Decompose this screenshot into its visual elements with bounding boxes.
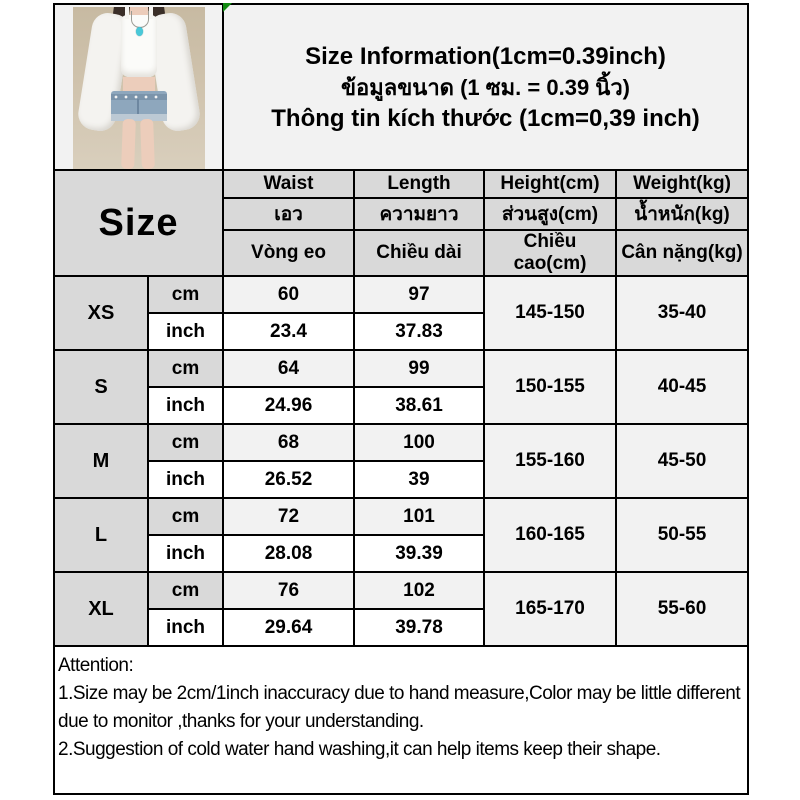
tank-strap: [125, 7, 129, 19]
col-header-weight-th: น้ำหนัก(kg): [616, 198, 748, 230]
unit-inch-label: inch: [148, 535, 223, 572]
length-inch-value: 39.78: [354, 609, 484, 646]
title-english: Size Information(1cm=0.39inch): [305, 42, 666, 70]
attention-row: [54, 646, 748, 794]
attention-heading: Attention:: [58, 655, 134, 676]
length-inch-value: 39: [354, 461, 484, 498]
waist-inch-value: 28.08: [223, 535, 354, 572]
length-inch-value: 39.39: [354, 535, 484, 572]
waist-cm-value: 60: [223, 276, 354, 313]
length-cm-value: 101: [354, 498, 484, 535]
denim-shorts-shape: [111, 91, 167, 121]
title-thai: ข้อมูลขนาด (1 ซม. = 0.39 นิ้ว): [341, 74, 631, 100]
unit-inch-label: inch: [148, 609, 223, 646]
col-header-length-th: ความยาว: [354, 198, 484, 230]
attention-line-1: 1.Size may be 2cm/1inch inaccuracy due to hand measure,Color may be little different: [58, 683, 741, 704]
table-row-m-cm: [54, 424, 748, 461]
weight-range-value: 55-60: [616, 572, 748, 646]
col-header-height-vi: Chiều cao(cm): [484, 230, 616, 276]
waist-inch-value: 24.96: [223, 387, 354, 424]
table-row-s-cm: [54, 350, 748, 387]
col-header-height-en: Height(cm): [484, 170, 616, 198]
waist-inch-value: 29.64: [223, 609, 354, 646]
title-vietnamese: Thông tin kích thước (1cm=0,39 inch): [271, 104, 700, 132]
col-header-waist-th: เอว: [223, 198, 354, 230]
waist-inch-value: 23.4: [223, 313, 354, 350]
length-inch-value: 38.61: [354, 387, 484, 424]
unit-cm-label: cm: [148, 350, 223, 387]
unit-inch-label: inch: [148, 461, 223, 498]
size-chart-table: [53, 3, 749, 795]
col-header-length-vi: Chiều dài: [354, 230, 484, 276]
leg-shape: [140, 118, 155, 168]
leg-shape: [121, 118, 136, 168]
waist-cm-value: 68: [223, 424, 354, 461]
header-row-english: [54, 170, 748, 198]
attention-line-3: 2.Suggestion of cold water hand washing,it can help items keep their shape.: [58, 739, 661, 760]
attention-line-2: due to monitor ,thanks for your understanding.: [58, 711, 424, 732]
col-header-waist-vi: Vòng eo: [223, 230, 354, 276]
table-row-l-cm: [54, 498, 748, 535]
waist-inch-value: 26.52: [223, 461, 354, 498]
unit-inch-label: inch: [148, 313, 223, 350]
size-label: L: [54, 498, 148, 572]
waist-cm-value: 64: [223, 350, 354, 387]
attention-box: [54, 646, 748, 794]
tank-strap: [149, 7, 153, 19]
col-header-length-en: Length: [354, 170, 484, 198]
length-inch-value: 37.83: [354, 313, 484, 350]
height-range-value: 165-170: [484, 572, 616, 646]
col-header-height-th: ส่วนสูง(cm): [484, 198, 616, 230]
model-photo: [73, 7, 205, 169]
size-label: XS: [54, 276, 148, 350]
necklace-chain: [131, 11, 149, 28]
length-cm-value: 102: [354, 572, 484, 609]
height-range-value: 150-155: [484, 350, 616, 424]
height-range-value: 145-150: [484, 276, 616, 350]
unit-inch-label: inch: [148, 387, 223, 424]
turquoise-pendant: [136, 27, 143, 36]
length-cm-value: 100: [354, 424, 484, 461]
col-header-weight-vi: Cân nặng(kg): [616, 230, 748, 276]
unit-cm-label: cm: [148, 498, 223, 535]
weight-range-value: 50-55: [616, 498, 748, 572]
size-label: XL: [54, 572, 148, 646]
studded-belt: [111, 94, 167, 100]
waist-cm-value: 72: [223, 498, 354, 535]
shorts-hem: [111, 114, 167, 121]
size-label: M: [54, 424, 148, 498]
col-header-weight-en: Weight(kg): [616, 170, 748, 198]
size-label: S: [54, 350, 148, 424]
green-corner-marker-icon: [223, 3, 232, 12]
table-row-xs-cm: [54, 276, 748, 313]
height-range-value: 160-165: [484, 498, 616, 572]
unit-cm-label: cm: [148, 572, 223, 609]
weight-range-value: 45-50: [616, 424, 748, 498]
height-range-value: 155-160: [484, 424, 616, 498]
size-header-cell: Size: [54, 170, 223, 276]
length-cm-value: 97: [354, 276, 484, 313]
title-cell: [223, 4, 748, 170]
unit-cm-label: cm: [148, 276, 223, 313]
waist-cm-value: 76: [223, 572, 354, 609]
col-header-waist-en: Waist: [223, 170, 354, 198]
top-row: [54, 4, 748, 170]
weight-range-value: 40-45: [616, 350, 748, 424]
length-cm-value: 99: [354, 350, 484, 387]
table-row-xl-cm: [54, 572, 748, 609]
model-photo-cell: [54, 4, 223, 170]
unit-cm-label: cm: [148, 424, 223, 461]
weight-range-value: 35-40: [616, 276, 748, 350]
